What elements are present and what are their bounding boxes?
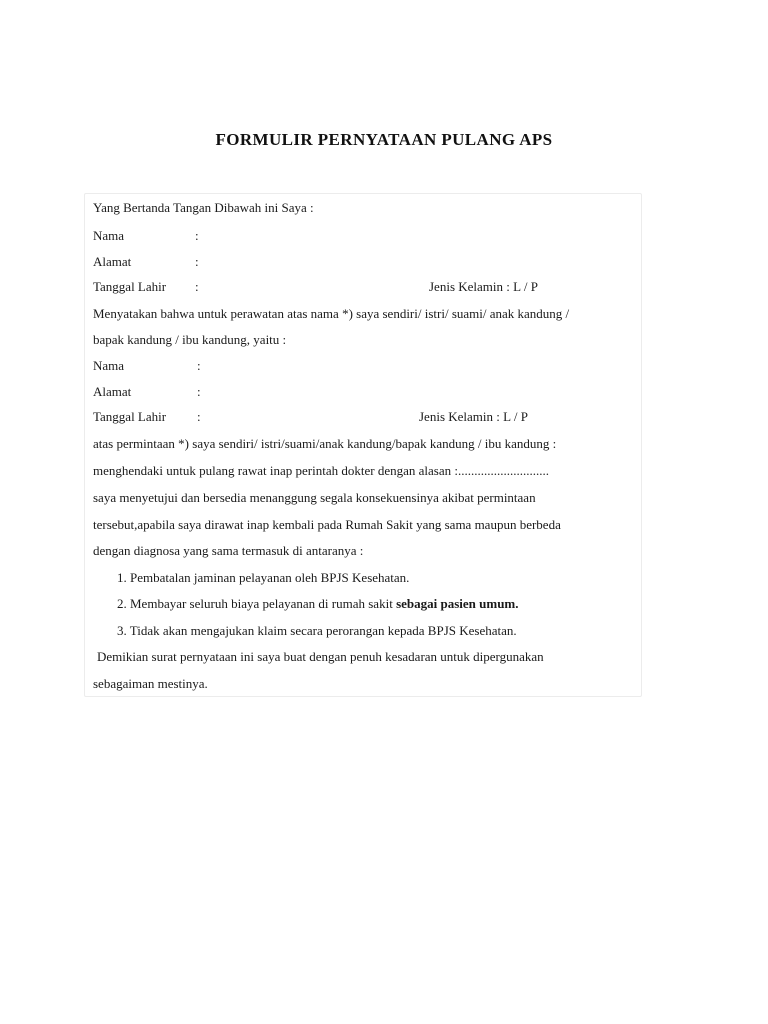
patient-address-row (93, 384, 131, 400)
closing-line-1: Demikian surat pernyataan ini saya buat dengan penuh kesadaran untuk dipergunakan (97, 649, 544, 664)
patient-address-colon: : (197, 384, 201, 399)
signer-address-row (93, 254, 131, 270)
form-statement-box (84, 193, 642, 697)
consequence-item-3 (117, 623, 517, 639)
patient-dob-row (93, 409, 166, 425)
signer-name-label: Nama (93, 228, 125, 243)
signer-dob-colon: : (195, 279, 199, 294)
signer-dob-row (93, 279, 166, 295)
page-title: FORMULIR PERNYATAAN PULANG APS (215, 130, 553, 149)
consequence-item-2-bold: sebagai pasien umum. (396, 596, 519, 611)
body-line-3: saya menyetujui dan bersedia menanggung segala konsekuensinya akibat permintaan (93, 490, 536, 505)
patient-name-colon: : (197, 358, 201, 373)
body-line-4: tersebut,apabila saya dirawat inap kembali pada Rumah Sakit yang sama maupun berbeda (93, 517, 561, 532)
signer-address-label: Alamat (93, 254, 132, 269)
patient-dob-colon: : (197, 409, 201, 424)
patient-address-label: Alamat (93, 384, 132, 399)
body-line-2: menghendaki untuk pulang rawat inap perintah dokter dengan alasan :............................ (93, 463, 549, 478)
consequence-item-1 (117, 570, 409, 586)
signer-address-colon: : (195, 254, 199, 269)
patient-name-row (93, 358, 124, 374)
consequence-item-2 (117, 596, 519, 612)
body-line-1: atas permintaan *) saya sendiri/ istri/suami/anak kandung/bapak kandung / ibu kandung : (93, 436, 557, 451)
patient-name-label: Nama (93, 358, 125, 373)
consequence-item-2-text: 2. Membayar seluruh biaya pelayanan di rumah sakit (117, 596, 397, 611)
body-line-5: dengan diagnosa yang sama termasuk di antaranya : (93, 543, 364, 558)
patient-gender-field: Jenis Kelamin : L / P (419, 409, 528, 424)
closing-line-2: sebagaiman mestinya. (93, 676, 208, 691)
declaration-line-2: bapak kandung / ibu kandung, yaitu : (93, 332, 287, 347)
signer-dob-label: Tanggal Lahir (93, 279, 167, 294)
consequence-item-1-text: 1. Pembatalan jaminan pelayanan oleh BPJS Kesehatan. (117, 570, 410, 585)
declaration-line-1: Menyatakan bahwa untuk perawatan atas nama *) saya sendiri/ istri/ suami/ anak kandung / (93, 306, 570, 321)
signer-name-row (93, 228, 124, 244)
signer-name-colon: : (195, 228, 199, 243)
signer-gender-field: Jenis Kelamin : L / P (429, 279, 538, 294)
consequence-item-3-text: 3. Tidak akan mengajukan klaim secara perorangan kepada BPJS Kesehatan. (117, 623, 517, 638)
intro-text: Yang Bertanda Tangan Dibawah ini Saya : (93, 200, 314, 215)
patient-dob-label: Tanggal Lahir (93, 409, 167, 424)
